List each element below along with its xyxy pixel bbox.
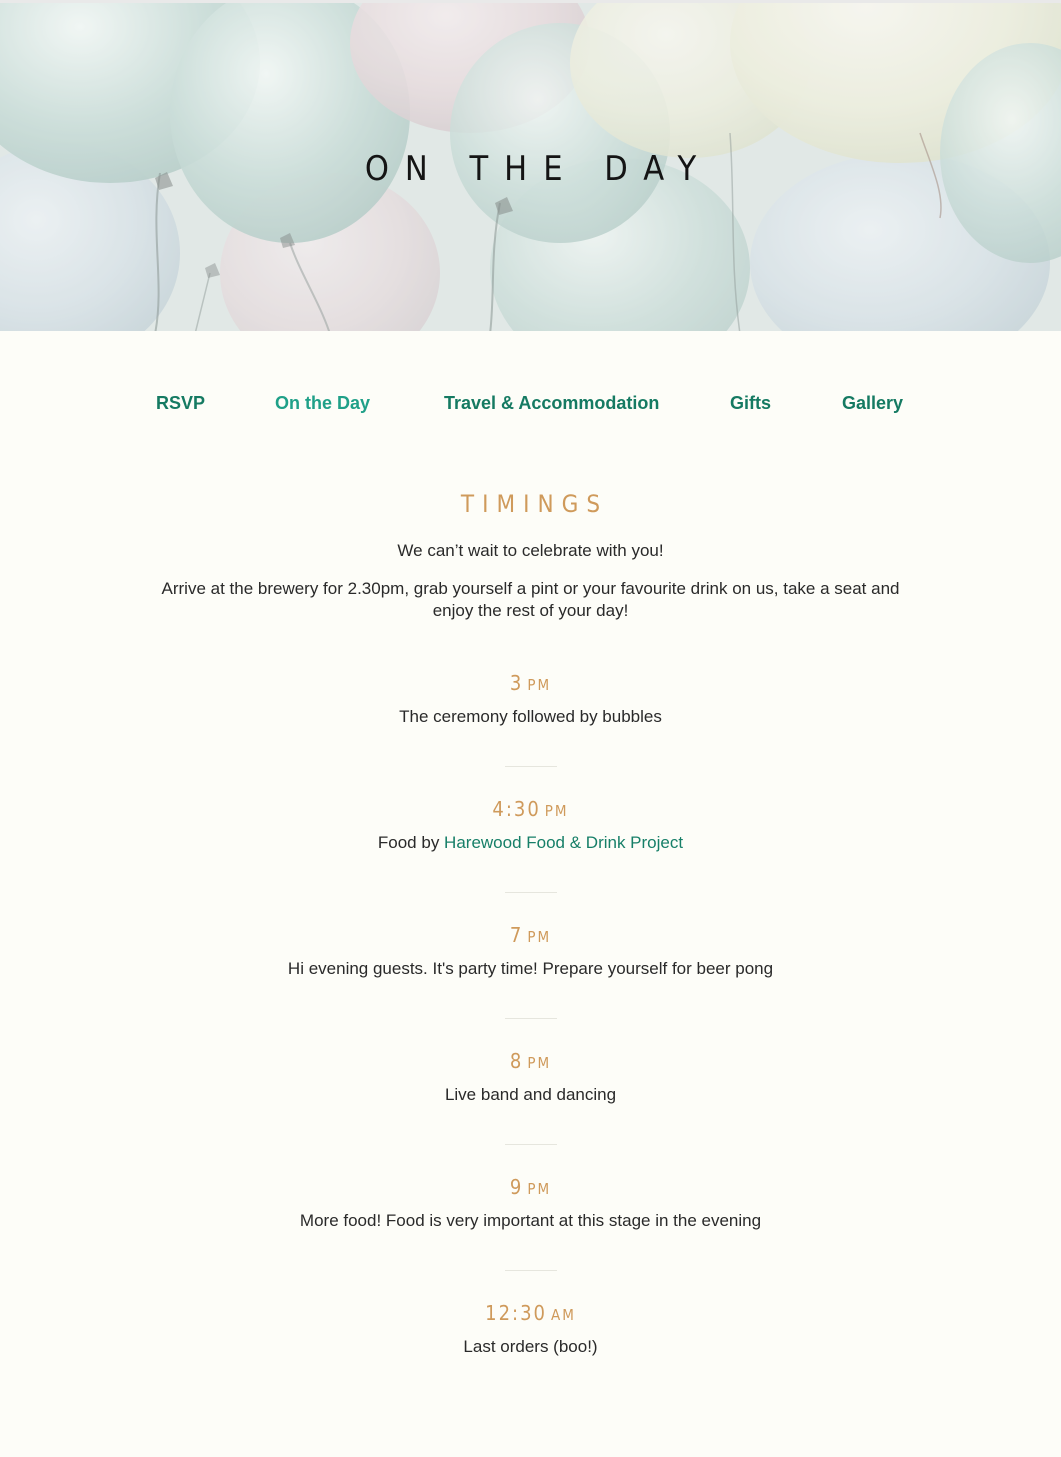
event-time: 4:30 PM xyxy=(492,797,569,821)
event-description: More food! Food is very important at this stage in the evening xyxy=(299,1211,762,1230)
page-title: ON THE DAY xyxy=(364,149,713,189)
divider xyxy=(505,766,557,767)
event-description: Last orders (boo!) xyxy=(463,1337,598,1356)
event-time: 9 PM xyxy=(509,1175,552,1199)
timings-section xyxy=(0,490,1061,1426)
event-description: Food by Harewood Food & Drink Project xyxy=(377,833,684,852)
event-time: 3 PM xyxy=(509,671,552,695)
nav-item-gifts[interactable]: Gifts xyxy=(730,393,772,413)
nav-item-on-the-day[interactable]: On the Day xyxy=(275,393,371,413)
events-list xyxy=(0,670,1061,1426)
harewood-food-link[interactable]: Harewood Food & Drink Project xyxy=(444,833,684,852)
divider xyxy=(505,892,557,893)
event-item xyxy=(0,1174,1061,1300)
event-time: 8 PM xyxy=(509,1049,552,1073)
nav-item-rsvp[interactable]: RSVP xyxy=(156,393,206,413)
event-time: 7 PM xyxy=(509,923,552,947)
nav-item-gallery[interactable]: Gallery xyxy=(842,393,904,413)
event-item xyxy=(0,922,1061,1048)
event-description: Live band and dancing xyxy=(444,1085,617,1104)
divider xyxy=(505,1144,557,1145)
nav-item-travel-accommodation[interactable]: Travel & Accommodation xyxy=(444,393,660,413)
event-item xyxy=(0,1300,1061,1426)
hero-banner xyxy=(0,0,1061,331)
event-description: Hi evening guests. It's party time! Prepare yourself for beer pong xyxy=(287,959,774,978)
event-item xyxy=(0,796,1061,922)
event-item xyxy=(0,1048,1061,1174)
timings-intro: We can’t wait to celebrate with you! xyxy=(397,541,664,560)
main-nav xyxy=(0,393,1061,419)
event-time: 12:30 AM xyxy=(485,1301,576,1325)
divider xyxy=(505,1018,557,1019)
divider xyxy=(505,1270,557,1271)
event-item xyxy=(0,670,1061,796)
event-description: The ceremony followed by bubbles xyxy=(399,707,662,726)
timings-heading: TIMINGS xyxy=(460,490,609,518)
timings-arrival-text: Arrive at the brewery for 2.30pm, grab yourself a pint or your favourite drink on us, take a seat and enjoy the rest of your day! xyxy=(161,579,900,620)
